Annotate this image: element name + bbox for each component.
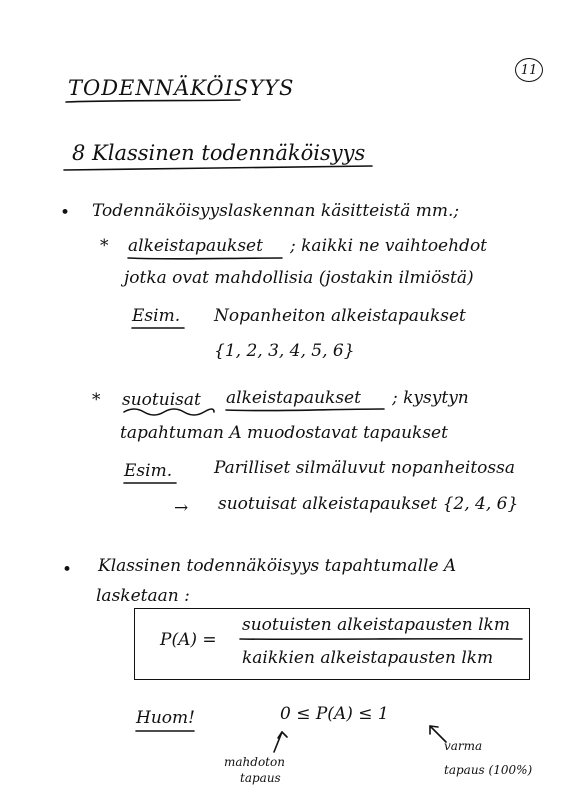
page-number: 11 — [515, 58, 543, 82]
item2-definition: ; kysytyn — [392, 388, 469, 408]
bullet2-line2: lasketaan : — [96, 586, 190, 606]
example-text: Nopanheiton alkeistapaukset — [214, 306, 466, 326]
certain-caption: varma — [444, 739, 483, 753]
impossible-caption-2: tapaus — [240, 771, 281, 785]
item2-line2: tapahtuman A muodostavat tapaukset — [120, 423, 448, 443]
term-alkeistapaukset: alkeistapaukset — [128, 236, 263, 256]
term-suotuisat: suotuisat — [122, 390, 201, 410]
probability-inequality: 0 ≤ P(A) ≤ 1 — [280, 704, 389, 724]
note-label: Huom! — [136, 708, 195, 728]
example-result: suotuisat alkeistapaukset {2, 4, 6} — [218, 494, 519, 514]
term-underline — [128, 258, 282, 259]
item1-line2: jotka ovat mahdollisia (jostakin ilmiöstä) — [124, 268, 474, 288]
example-set: {1, 2, 3, 4, 5, 6} — [214, 341, 355, 361]
bullet-dot: • — [62, 560, 73, 580]
formula-lhs: P(A) = — [160, 630, 217, 650]
section-underline — [64, 166, 372, 170]
certain-caption-2: tapaus (100%) — [444, 763, 533, 777]
section-heading: 8 Klassinen todennäköisyys — [72, 141, 366, 165]
wavy-underline — [124, 409, 214, 415]
bullet-dot: • — [60, 203, 71, 223]
impossible-caption: mahdoton — [224, 755, 285, 769]
term-underline-2 — [226, 409, 384, 411]
page-title: TODENNÄKÖISYYS — [68, 76, 295, 100]
bullet1-lead: Todennäköisyyslaskennan käsitteistä mm.; — [92, 201, 460, 221]
example-label-2: Esim. — [124, 461, 173, 481]
example-text-2: Parilliset silmäluvut nopanheitossa — [214, 458, 515, 478]
fraction-bar — [240, 639, 522, 640]
formula-numerator: suotuisten alkeistapausten lkm — [242, 615, 510, 635]
title-underline — [66, 100, 240, 102]
bullet2-line1: Klassinen todennäköisyys tapahtumalle A — [98, 556, 457, 576]
item1-definition: ; kaikki ne vaihtoehdot — [290, 236, 488, 256]
arrow-icon: → — [174, 498, 189, 518]
example-label: Esim. — [132, 306, 181, 326]
asterisk-bullet: * — [100, 236, 109, 256]
arrow-certain — [430, 726, 446, 742]
term-alkeistapaukset-2: alkeistapaukset — [226, 388, 361, 408]
asterisk-bullet: * — [92, 390, 101, 410]
formula-denominator: kaikkien alkeistapausten lkm — [242, 648, 494, 668]
